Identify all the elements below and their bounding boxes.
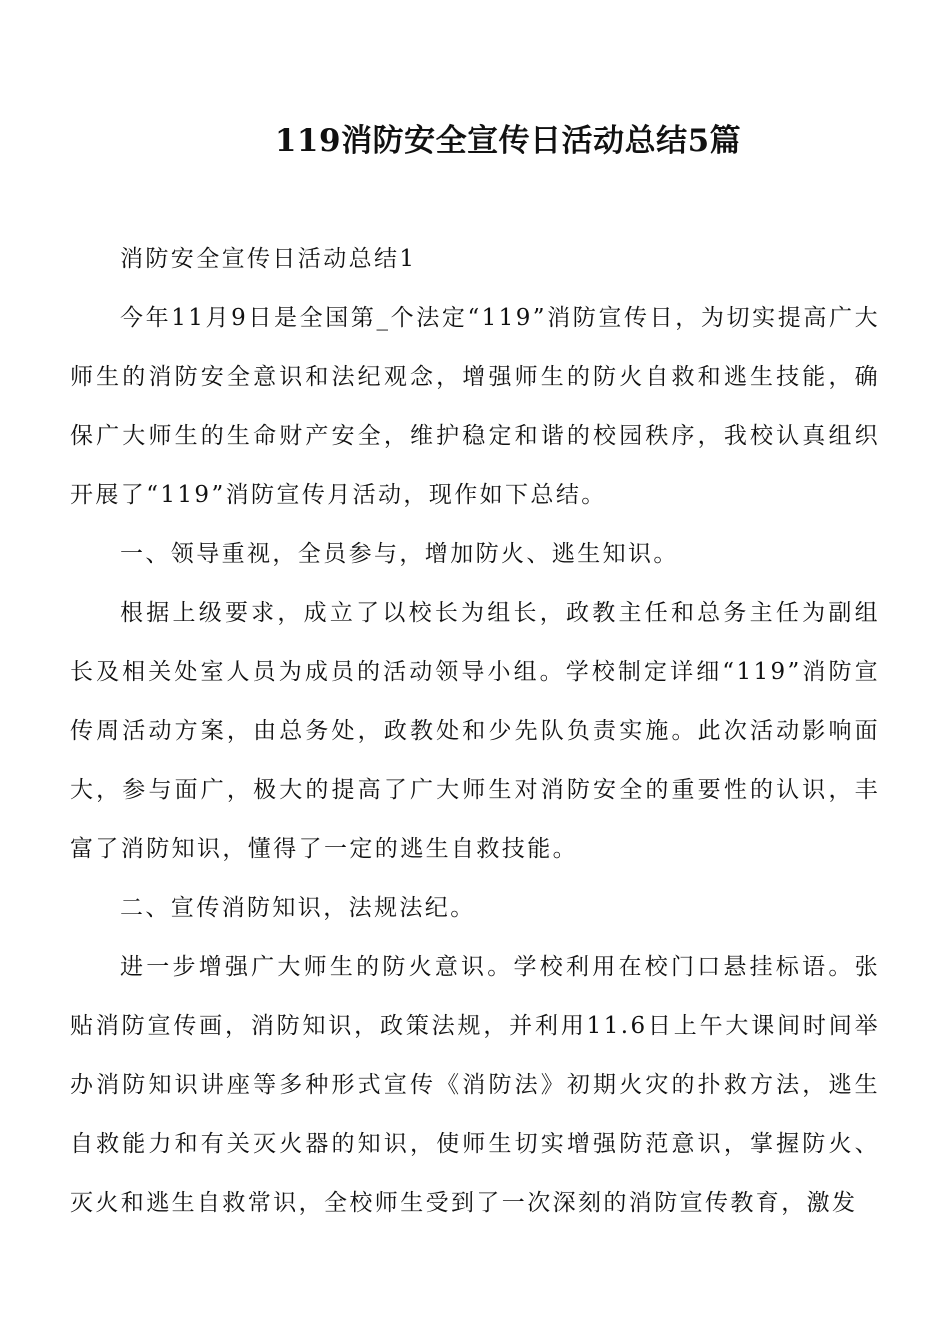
section-heading-leadership: 一、领导重视，全员参与，增加防火、逃生知识。 [120,541,679,567]
section-heading-publicity: 二、宣传消防知识，法规法纪。 [120,895,476,921]
document-body [70,230,880,1233]
leadership-paragraph: 根据上级要求，成立了以校长为组长，政教主任和总务主任为副组长及相关处室人员为成员的活动领导小组。学校制定详细“119”消防宣传周活动方案，由总务处，政教处和少先队负责实施。此次活动影响面大，参与面广，极大的提高了广大师生对消防安全的重要性的认识，丰富了消防知识，懂得了一定的逃生自救技能。 [70,600,880,862]
section-heading-summary-1: 消防安全宣传日活动总结1 [120,246,417,272]
intro-paragraph: 今年11月9日是全国第_个法定“119”消防宣传日，为切实提高广大师生的消防安全意识和法纪观念，增强师生的防火自救和逃生技能，确保广大师生的生命财产安全，维护稳定和谐的校园秩序，我校认真组织开展了“119”消防宣传月活动，现作如下总结。 [70,305,880,508]
publicity-paragraph: 进一步增强广大师生的防火意识。学校利用在校门口悬挂标语。张贴消防宣传画，消防知识，政策法规，并利用11.6日上午大课间时间举办消防知识讲座等多种形式宣传《消防法》初期火灾的扑救方法，逃生自救能力和有关灭火器的知识，使师生切实增强防范意识，掌握防火、灭火和逃生自救常识，全校师生受到了一次深刻的消防宣传教育，激发 [70,954,880,1216]
document-title: 119消防安全宣传日活动总结5篇 [274,122,742,159]
